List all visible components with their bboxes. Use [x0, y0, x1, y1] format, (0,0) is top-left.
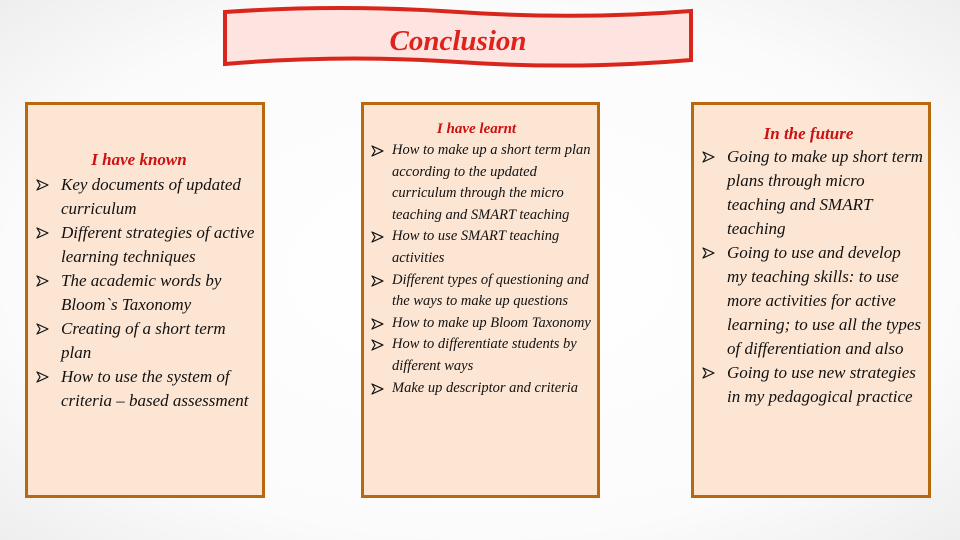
list-item-text: Going to use new strategies in my pedagogical practice [727, 363, 916, 406]
title-banner [222, 6, 694, 70]
list-item [371, 334, 593, 377]
list-item [36, 365, 258, 413]
list-item-text: Going to use and develop my teaching skills: to use more activities for active learning; to use all the types of differentiation and also [727, 243, 922, 358]
list-item-text: Different strategies of active learning techniques [61, 223, 255, 266]
list-item [702, 241, 924, 361]
learnt-box [361, 102, 600, 498]
future-list [694, 145, 928, 409]
page-title: Conclusion [389, 25, 527, 57]
future-heading: In the future [763, 124, 854, 143]
list-item [702, 361, 924, 409]
list-item [371, 270, 593, 313]
arrow-bullet-icon [36, 371, 49, 383]
list-item-text: How to make up a short term plan according to the updated curriculum through the micro teaching and SMART teaching [392, 142, 591, 223]
arrow-bullet-icon [371, 383, 384, 395]
list-item-text: How to use the system of criteria – based assessment [61, 367, 249, 410]
list-item [371, 313, 593, 335]
list-item [371, 226, 593, 269]
known-heading: I have known [91, 150, 187, 169]
arrow-bullet-icon [371, 145, 384, 157]
list-item [371, 140, 593, 226]
arrow-bullet-icon [371, 275, 384, 287]
list-item-text: Creating of a short term plan [61, 319, 226, 362]
list-item-text: Going to make up short term plans through micro teaching and SMART teaching [727, 147, 923, 238]
arrow-bullet-icon [371, 231, 384, 243]
list-item [371, 378, 593, 400]
known-box [25, 102, 265, 498]
arrow-bullet-icon [702, 151, 715, 163]
arrow-bullet-icon [36, 227, 49, 239]
arrow-bullet-icon [36, 179, 49, 191]
arrow-bullet-icon [36, 323, 49, 335]
list-item-text: The academic words by Bloom`s Taxonomy [61, 271, 222, 314]
list-item [36, 173, 258, 221]
list-item-text: How to make up Bloom Taxonomy [392, 314, 591, 331]
list-item-text: Key documents of updated curriculum [61, 175, 241, 218]
list-item [702, 145, 924, 241]
list-item-text: Make up descriptor and criteria [392, 379, 579, 396]
arrow-bullet-icon [36, 275, 49, 287]
known-list [28, 173, 262, 413]
arrow-bullet-icon [702, 247, 715, 259]
list-item [36, 269, 258, 317]
list-item-text: How to use SMART teaching activities [392, 228, 560, 266]
list-item [36, 317, 258, 365]
list-item-text: How to differentiate students by different ways [392, 336, 577, 374]
arrow-bullet-icon [371, 339, 384, 351]
list-item-text: Different types of questioning and the ways to make up questions [392, 271, 589, 310]
arrow-bullet-icon [371, 318, 384, 330]
future-box [691, 102, 931, 498]
learnt-heading: I have learnt [436, 121, 517, 137]
list-item [36, 221, 258, 269]
arrow-bullet-icon [702, 367, 715, 379]
learnt-list [364, 140, 597, 399]
